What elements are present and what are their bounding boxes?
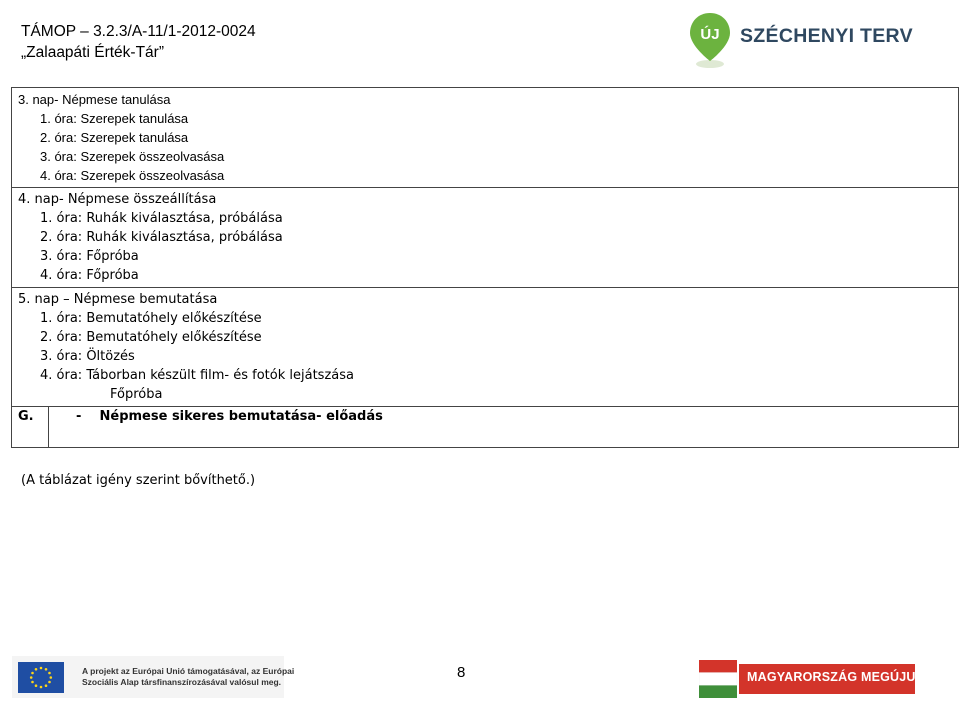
day3-title: 3. nap- Népmese tanulása: [18, 92, 171, 107]
g-label-cell: [12, 407, 49, 448]
list-item: 4. óra: Főpróba: [40, 268, 139, 283]
hungarian-flag-icon: [699, 660, 737, 698]
list-item: 1. óra: Ruhák kiválasztása, próbálása: [40, 211, 283, 226]
magyarorszag-megujul-logo: [699, 658, 924, 700]
table-row: [12, 407, 959, 448]
list-item-sub: Főpróba: [110, 387, 163, 402]
list-item: 2. óra: Bemutatóhely előkészítése: [40, 330, 262, 345]
table-row: [12, 188, 959, 288]
list-item: 2. óra: Ruhák kiválasztása, próbálása: [40, 230, 283, 245]
table-note: (A táblázat igény szerint bővíthető.): [21, 473, 256, 488]
eu-text-line2: Szociális Alap társfinanszírozásával valósul meg.: [82, 677, 282, 687]
table-row: [12, 288, 959, 407]
header-project-title: „Zalaapáti Érték-Tár”: [21, 44, 164, 61]
szechenyi-terv-logo: [688, 11, 913, 69]
g-label: G.: [18, 409, 34, 424]
list-item: 4. óra: Szerepek összeolvasása: [40, 168, 225, 183]
map-pin-icon: [688, 11, 736, 69]
list-item: 1. óra: Bemutatóhely előkészítése: [40, 311, 262, 326]
g-text-cell: [49, 407, 959, 448]
header-project-code: TÁMOP – 3.2.3/A-11/1-2012-0024: [21, 23, 256, 40]
logo-text: SZÉCHENYI TERV: [740, 25, 913, 47]
list-item: 2. óra: Szerepek tanulása: [40, 130, 189, 145]
list-item: 4. óra: Táborban készült film- és fotók lejátszása: [40, 368, 354, 383]
hu-banner-text: MAGYARORSZÁG MEGÚJUL: [747, 670, 924, 684]
day4-cell: [12, 188, 959, 288]
g-text: - Népmese sikeres bemutatása- előadás: [76, 409, 383, 424]
day5-cell: [12, 288, 959, 407]
eu-funding-text: [82, 666, 294, 688]
list-item: 3. óra: Szerepek összeolvasása: [40, 149, 225, 164]
list-item: 3. óra: Főpróba: [40, 249, 139, 264]
eu-funding-logo: [12, 656, 295, 698]
day4-title: 4. nap- Népmese összeállítása: [18, 192, 217, 207]
eu-text-line1: A projekt az Európai Unió támogatásával, az Európai: [82, 666, 295, 676]
day3-cell: [12, 88, 959, 188]
table-row: [12, 88, 959, 188]
program-table: [11, 87, 959, 448]
list-item: 1. óra: Szerepek tanulása: [40, 111, 189, 126]
list-item: 3. óra: Öltözés: [40, 349, 135, 364]
day5-title: 5. nap – Népmese bemutatása: [18, 292, 218, 307]
eu-flag-icon: [18, 662, 64, 693]
logo-badge: ÚJ: [700, 26, 720, 43]
page-number: 8: [457, 664, 466, 681]
